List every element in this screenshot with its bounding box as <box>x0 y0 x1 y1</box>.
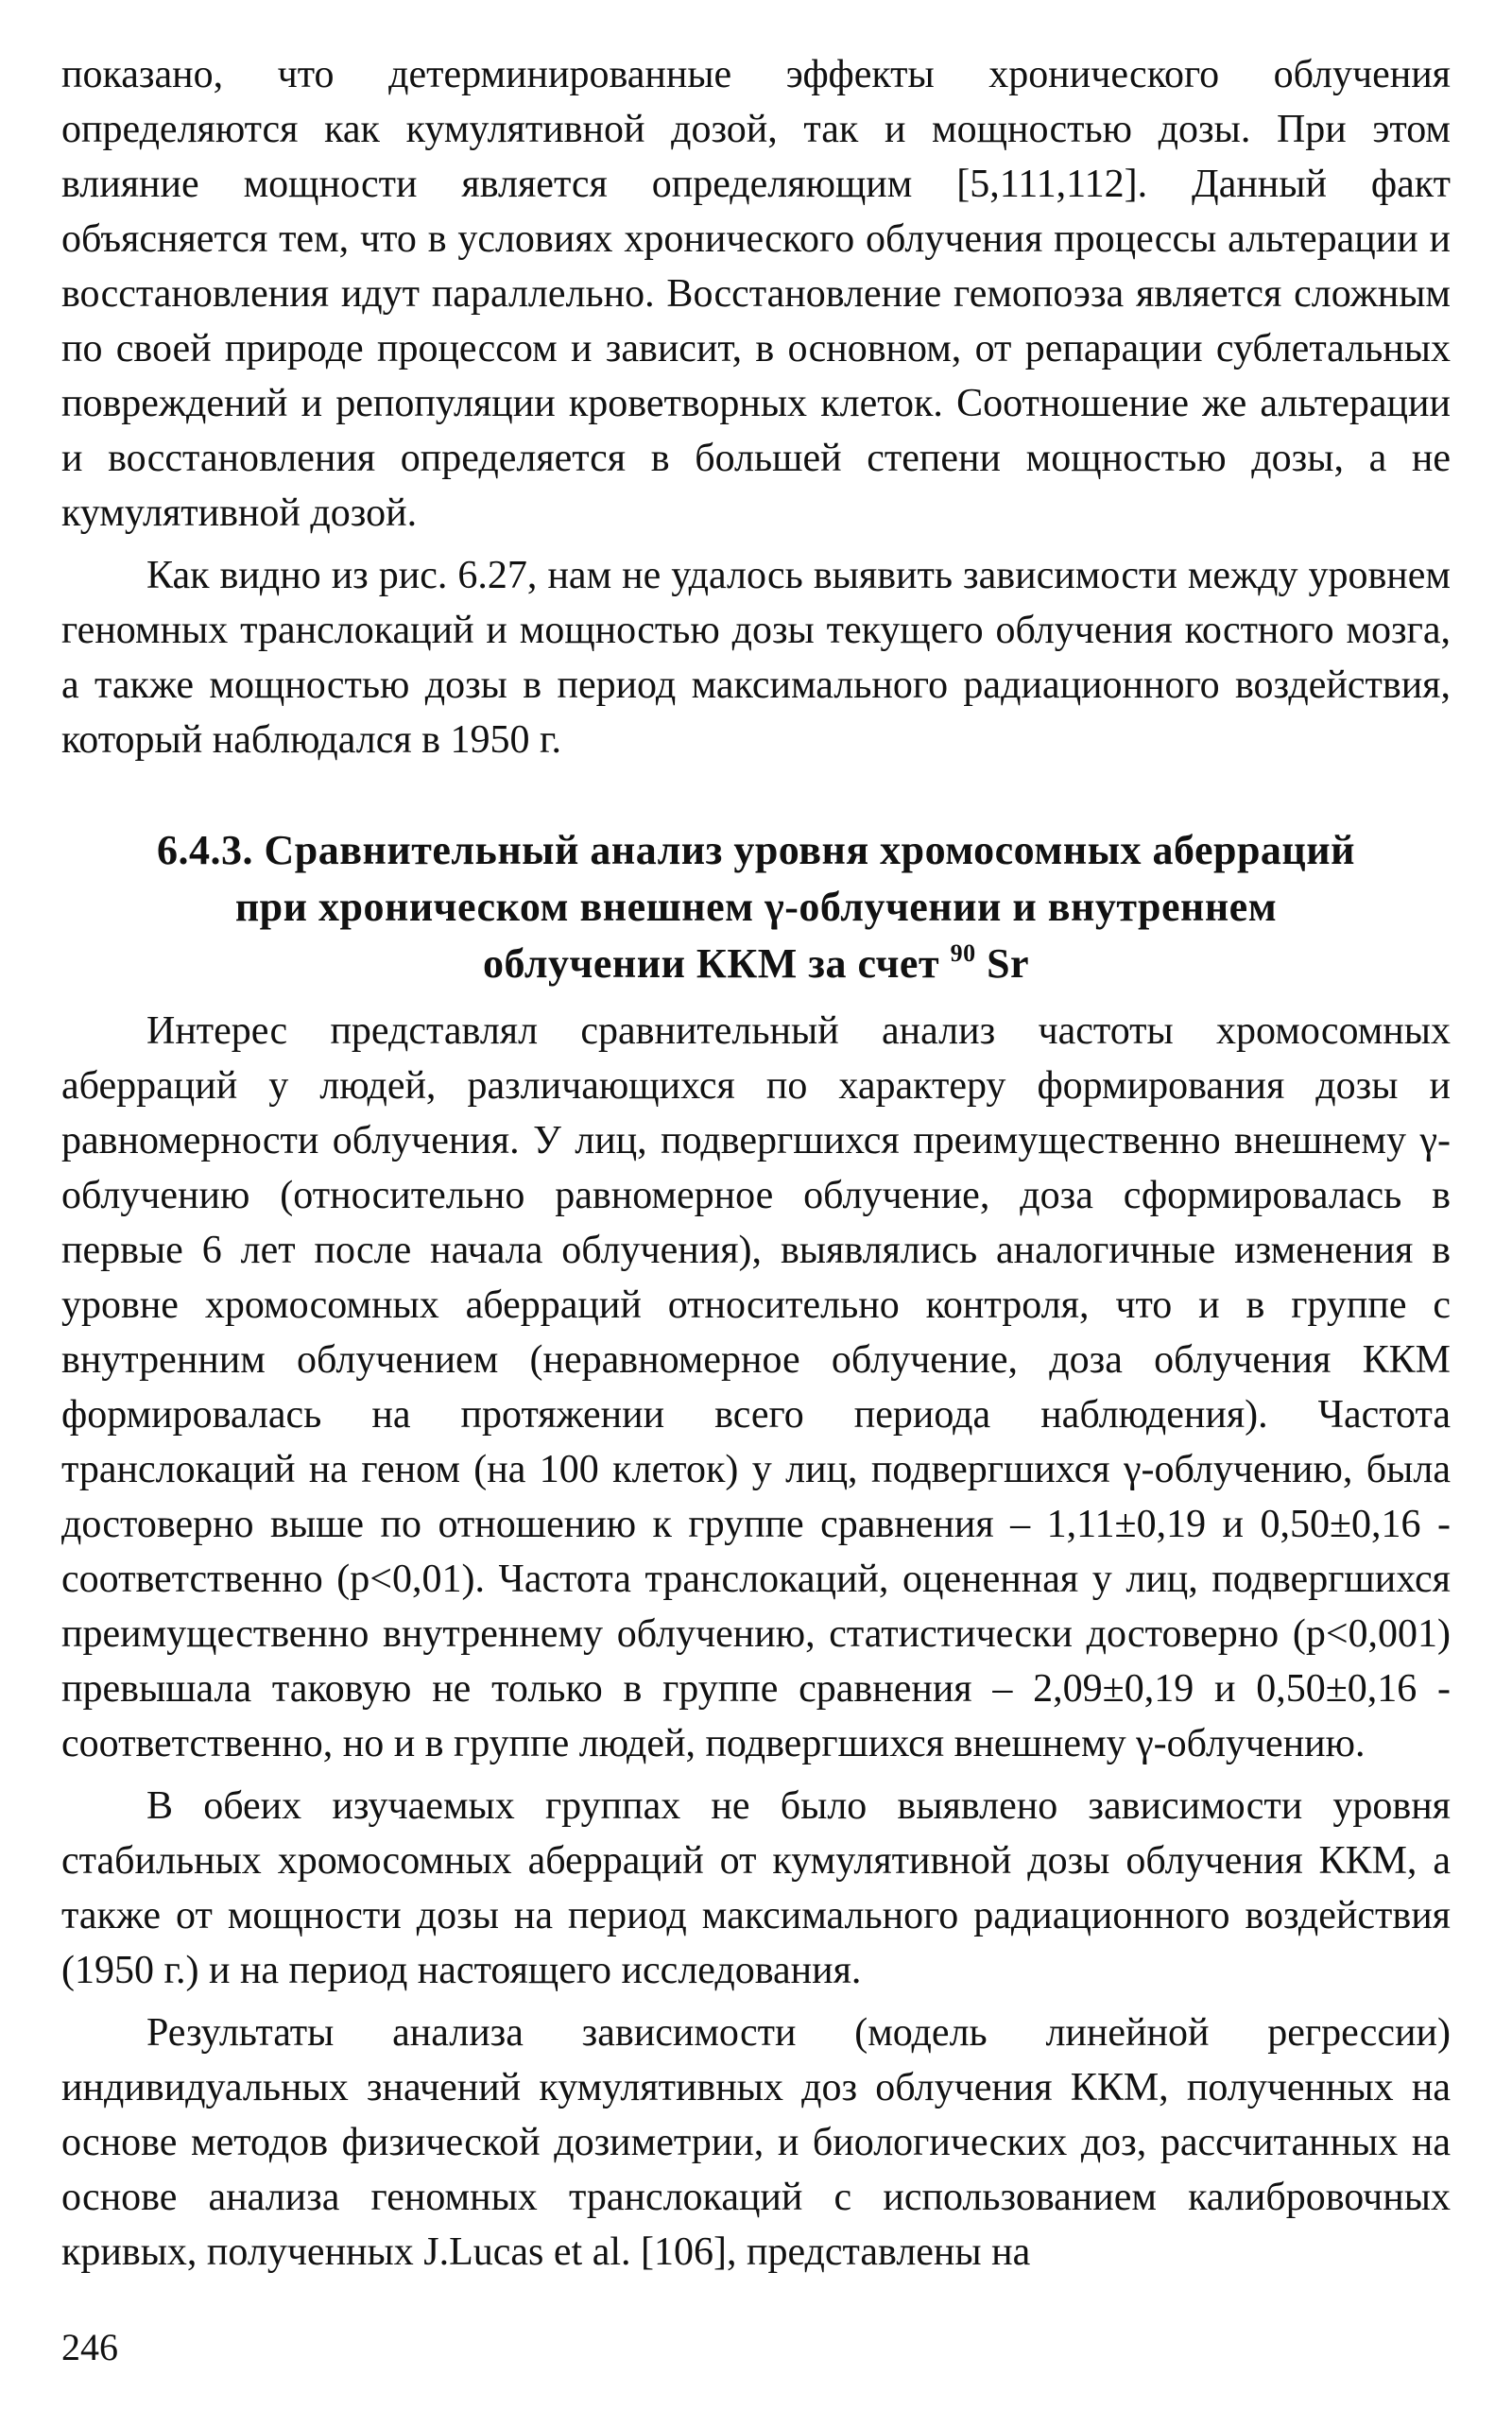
page-content <box>61 47 1451 2280</box>
section-heading-line-1: 6.4.3. Сравнительный анализ уровня хромосомных аберраций <box>157 827 1355 873</box>
section-heading <box>61 822 1451 992</box>
body-paragraph: показано, что детерминированные эффекты хронического облучения определяются как кумулятивной дозой, так и мощностью дозы. При этом влияние мощности является определяющим [5,111,112]. Данный факт объясняется тем, что в условиях хронического облучения процессы альтерации и восстановления идут параллельно. Восстановление гемопоэза является сложным по своей природе процессом и зависит, в основном, от репарации сублетальных повреждений и репопуляции кроветворных клеток. Соотношение же альтерации и восстановления определяется в большей степени мощностью дозы, а не кумулятивной дозой. <box>61 53 1451 535</box>
body-paragraph: В обеих изучаемых группах не было выявлено зависимости уровня стабильных хромосомных аберраций от кумулятивной дозы облучения ККМ, а также от мощности дозы на период максимального радиационного воздействия (1950 г.) и на период настоящего исследования. <box>61 1784 1451 1992</box>
page-number: 246 <box>61 2326 118 2368</box>
section-heading-line-2: при хроническом внешнем γ-облучении и внутреннем <box>234 884 1278 930</box>
body-paragraph: Как видно из рис. 6.27, нам не удалось выявить зависимости между уровнем геномных транслокаций и мощностью дозы текущего облучения костного мозга, а также мощностью дозы в период максимального радиационного воздействия, который наблюдался в 1950 г. <box>61 554 1451 762</box>
isotope-symbol: Sr <box>975 940 1030 987</box>
body-paragraph: Результаты анализа зависимости (модель линейной регрессии) индивидуальных значений кумулятивных доз облучения ККМ, полученных на основе методов физической дозиметрии, и биологических доз, рассчитанных на основе анализа геномных транслокаций с использованием калибровочных кривых, полученных J.Lucas et al. [106], представлены на <box>61 2011 1451 2274</box>
isotope-mass-number: 90 <box>950 939 976 967</box>
section-heading-line-3-text: облучении ККМ за счет <box>482 940 951 987</box>
body-paragraph: Интерес представлял сравнительный анализ частоты хромосомных аберраций у людей, различающихся по характеру формирования дозы и равномерности облучения. У лиц, подвергшихся преимущественно внешнему γ-облучению (относительно равномерное облучение, доза сформировалась в первые 6 лет после начала облучения), выявлялись аналогичные изменения в уровне хромосомных аберраций относительно контроля, что и в группе с внутренним облучением (неравномерное облучение, доза облучения ККМ формировалась на протяжении всего периода наблюдения). Частота транслокаций на геном (на 100 клеток) у лиц, подвергшихся γ-облучению, была достоверно выше по отношению к группе сравнения – 1,11±0,19 и 0,50±0,16 - соответственно (p<0,01). Частота транслокаций, оцененная у лиц, подвергшихся преимущественно внутреннему облучению, статистически достоверно (p<0,001) превышала таковую не только в группе сравнения – 2,09±0,19 и 0,50±0,16 - соответственно, но и в группе людей, подвергшихся внешнему γ-облучению. <box>61 1009 1451 1765</box>
section-heading-line-3 <box>61 936 1451 992</box>
